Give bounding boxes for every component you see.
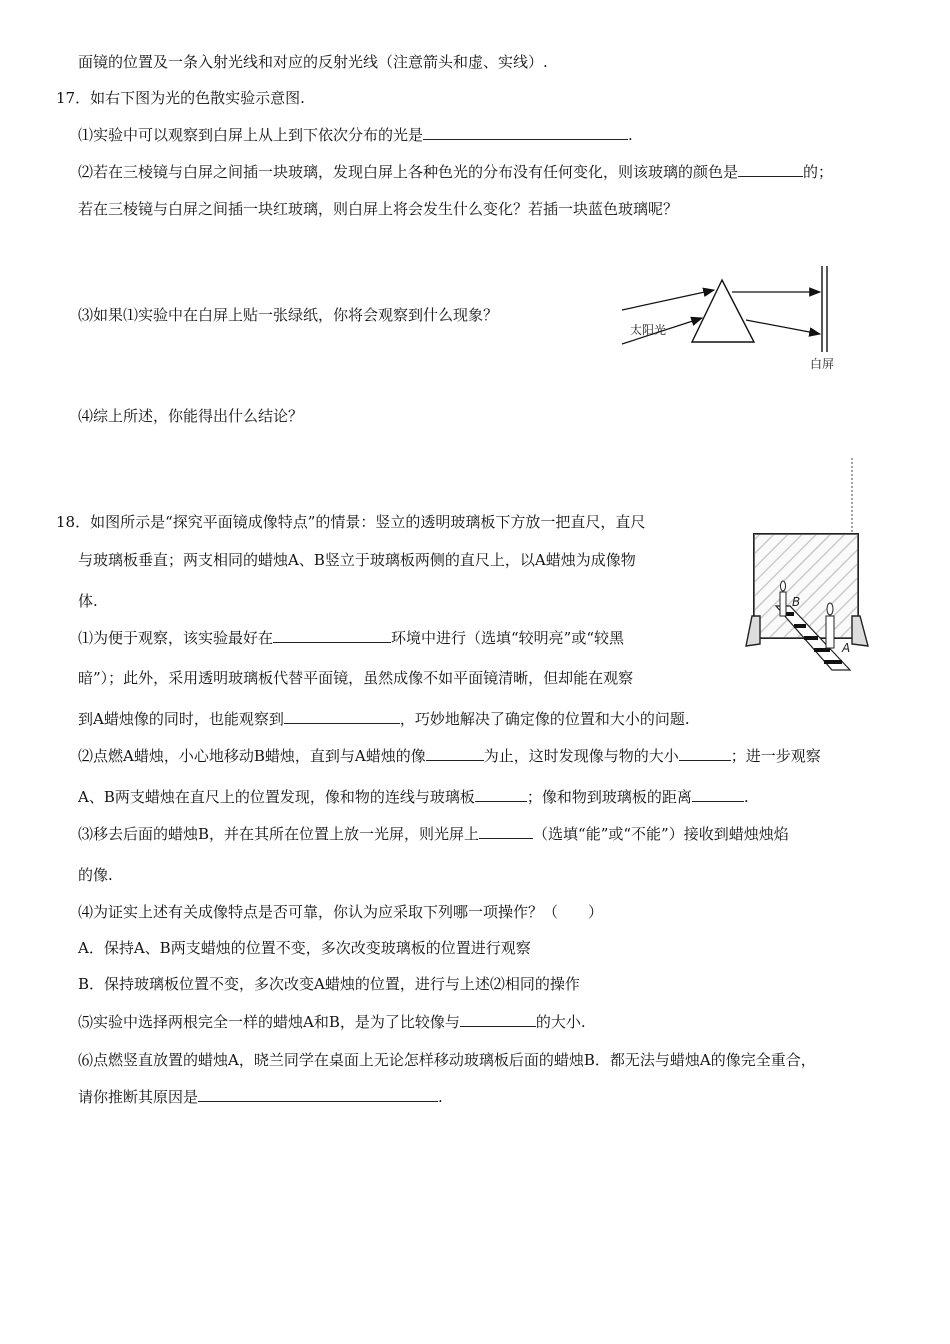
q18-part2-text: ⑵点燃A蜡烛，小心地移动B蜡烛，直到与A蜡烛的像 — [78, 747, 426, 765]
q18-stem-line3: 体. — [78, 592, 98, 610]
q17-part2-cont: 若在三棱镜与白屏之间插一块红玻璃，则白屏上将会发生什么变化？若插一块蓝色玻璃呢？ — [78, 200, 679, 218]
q18-part2-text2: 为止，这时发现像与物的大小 — [483, 747, 679, 765]
incident-ray-1 — [622, 290, 714, 310]
q18-answer-blank-3[interactable] — [426, 746, 484, 761]
q18-part1-text3: 到A蜡烛像的同时，也能观察到 — [78, 710, 284, 728]
q17-part2-end: 的； — [803, 163, 834, 181]
candle-b-label: B — [792, 595, 801, 609]
q18-part4: ⑷为证实上述有关成像特点是否可靠，你认为应采取下列哪一项操作？（ ） — [78, 903, 604, 921]
q18-part3-text2: （选填“能”或“不能”）接收到蜡烛烛焰 — [533, 825, 789, 843]
screen-label: 白屏 — [810, 357, 835, 371]
q18-part1-text4: ，巧妙地解决了确定像的位置和大小的问题. — [399, 710, 690, 728]
q18-answer-blank-2[interactable] — [284, 709, 400, 724]
q18-part3 — [78, 824, 789, 844]
q18-part6: ⑹点燃竖直放置的蜡烛A，晓兰同学在桌面上无论怎样移动玻璃板后面的蜡烛B．都无法与蜡烛A的像完全重合， — [78, 1051, 816, 1069]
q18-part1-cont2 — [78, 709, 690, 729]
q18-part5-end: 的大小. — [535, 1013, 586, 1031]
q17-stem: 17．如右下图为光的色散实验示意图. — [56, 89, 305, 107]
q18-part2 — [78, 746, 821, 766]
q18-part3-text: ⑶移去后面的蜡烛B，并在其所在位置上放一光屏，则光屏上 — [78, 825, 480, 843]
q18-part1 — [78, 628, 624, 648]
q18-part2-text4: A、B两支蜡烛在直尺上的位置发现，像和物的连线与玻璃板 — [78, 788, 475, 806]
plane-mirror-figure — [738, 456, 898, 678]
q17-part1 — [78, 125, 633, 145]
q17-part3: ⑶如果⑴实验中在白屏上贴一张绿纸，你将会观察到什么现象？ — [78, 306, 499, 324]
q18-part2-text3: ；进一步观察 — [730, 747, 821, 765]
q18-option-a: A．保持A、B两支蜡烛的位置不变，多次改变玻璃板的位置进行观察 — [78, 939, 531, 957]
q18-answer-blank-7[interactable] — [479, 824, 533, 839]
candle-a-flame — [827, 603, 833, 615]
q18-part6-text: 请你推断其原因是 — [78, 1088, 199, 1106]
q18-part2-cont — [78, 787, 749, 807]
q18-answer-blank-4[interactable] — [679, 746, 731, 761]
q17-part1-end: . — [628, 126, 633, 144]
q18-part6-end: . — [438, 1088, 443, 1106]
sunlight-label: 太阳光 — [630, 323, 667, 337]
left-support — [746, 616, 760, 646]
candle-b — [780, 592, 786, 616]
candle-a-label: A — [842, 641, 851, 655]
q17-answer-blank-2[interactable] — [738, 162, 803, 177]
q17-part1-text: ⑴实验中可以观察到白屏上从上到下依次分布的光是 — [78, 126, 424, 144]
q18-part5 — [78, 1012, 586, 1032]
q18-stem-line1: 18．如图所示是“探究平面镜成像特点”的情景：竖立的透明玻璃板下方放一把直尺，直尺 — [56, 513, 646, 531]
prism-dispersion-figure — [612, 262, 848, 374]
q18-part2-end: . — [743, 788, 749, 806]
q17-part4: ⑷综上所述，你能得出什么结论？ — [78, 407, 304, 425]
q18-answer-blank-1[interactable] — [273, 628, 391, 643]
q17-answer-blank-1[interactable] — [423, 125, 628, 140]
q18-part6-cont — [78, 1087, 443, 1107]
dispersed-ray-2 — [746, 320, 820, 334]
q18-stem-line2: 与玻璃板垂直；两支相同的蜡烛A、B竖立于玻璃板两侧的直尺上，以A蜡烛为成像物 — [78, 551, 636, 569]
q18-option-b: B．保持玻璃板位置不变，多次改变A蜡烛的位置，进行与上述⑵相同的操作 — [78, 975, 580, 993]
candle-b-flame — [781, 581, 786, 591]
q18-answer-blank-8[interactable] — [460, 1012, 536, 1027]
q16-continuation: 面镜的位置及一条入射光线和对应的反射光线（注意箭头和虚、实线）. — [78, 53, 548, 71]
q18-part1-text2: 环境中进行（选填“较明亮”或“较黑 — [391, 629, 625, 647]
prism-shape — [692, 280, 754, 342]
q18-answer-blank-6[interactable] — [692, 787, 744, 802]
q18-part5-text: ⑸实验中选择两根完全一样的蜡烛A和B，是为了比较像与 — [78, 1013, 460, 1031]
q18-part3-cont: 的像. — [78, 866, 113, 884]
q18-answer-blank-9[interactable] — [198, 1087, 438, 1102]
q18-part2-text5: ；像和物到玻璃板的距离 — [526, 788, 692, 806]
q18-answer-blank-5[interactable] — [475, 787, 527, 802]
candle-a — [826, 616, 834, 648]
right-support — [852, 616, 868, 646]
q18-part1-text: ⑴为便于观察，该实验最好在 — [78, 629, 274, 647]
q17-part2-text: ⑵若在三棱镜与白屏之间插一块玻璃，发现白屏上各种色光的分布没有任何变化，则该玻璃的颜色是 — [78, 163, 739, 181]
q17-part2 — [78, 162, 833, 182]
q18-part1-cont: 暗”）；此外，采用透明玻璃板代替平面镜，虽然成像不如平面镜清晰，但却能在观察 — [78, 669, 634, 687]
